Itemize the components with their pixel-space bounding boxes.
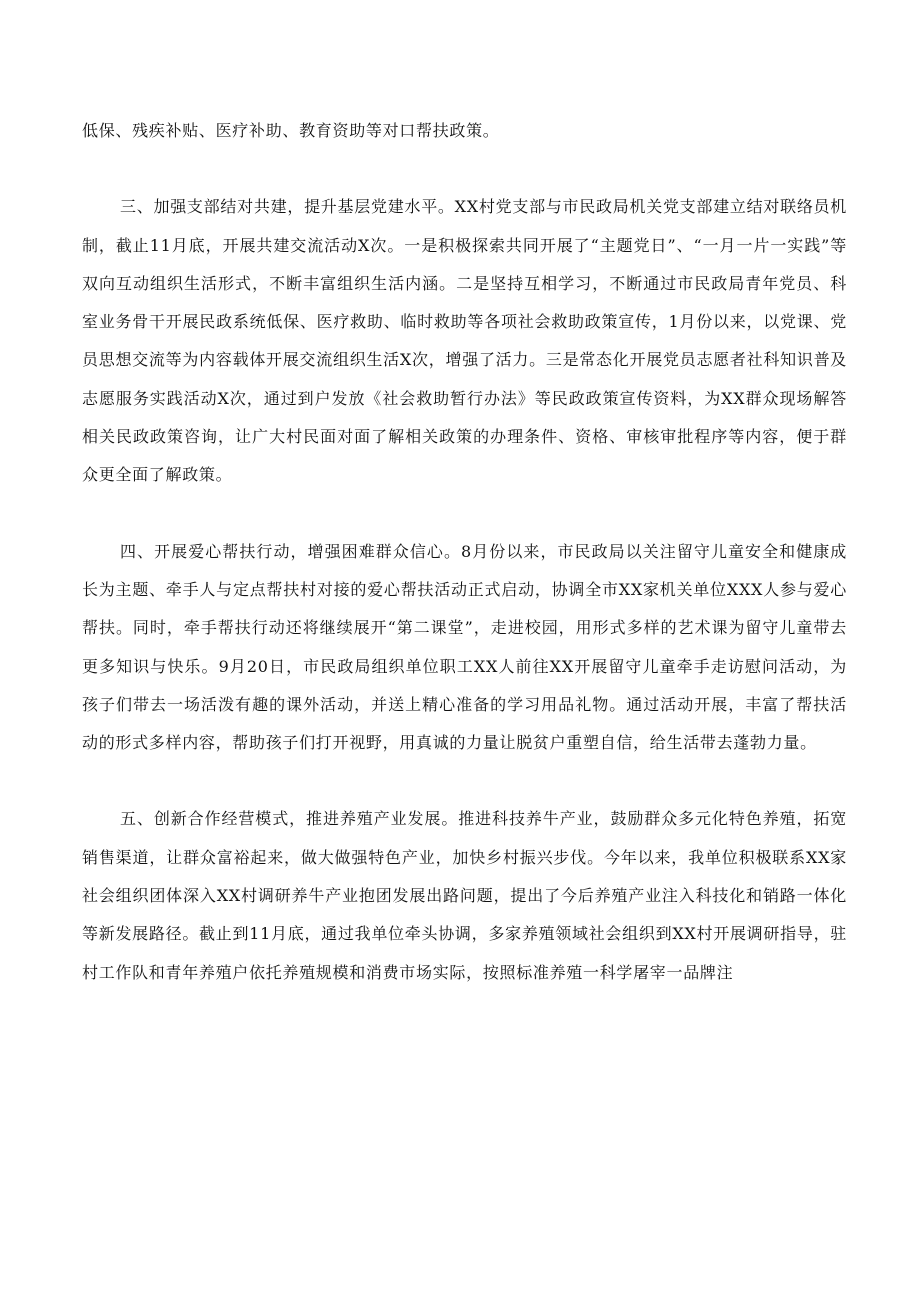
paragraph-spacer [82, 495, 847, 533]
paragraph-section-4: 四、开展爱心帮扶行动，增强困难群众信心。8月份以来，市民政局以关注留守儿童安全和健康成长为主题、牵手人与定点帮扶村对接的爱心帮扶活动正式启动，协调全市XX家机关单位XXX人参与爱心帮扶。同时，牵手帮扶行动还将继续展开“第二课堂”，走进校园，用形式多样的艺术课为留守儿童带去更多知识与快乐。9月20日，市民政局组织单位职工XX人前往XX开展留守儿童牵手走访慰问活动，为孩子们带去一场活泼有趣的课外活动，并送上精心准备的学习用品礼物。通过活动开展，丰富了帮扶活动的形式多样内容，帮助孩子们打开视野，用真诚的力量让脱贫户重塑自信，给生活带去蓬勃力量。 [82, 541, 847, 753]
paragraph-continuation: 低保、残疾补贴、医疗补助、教育资助等对口帮扶政策。 [82, 121, 500, 140]
paragraph-spacer [82, 762, 847, 800]
paragraph-section-5: 五、创新合作经营模式，推进养殖产业发展。推进科技养牛产业，鼓励群众多元化特色养殖，拓宽销售渠道，让群众富裕起来，做大做强特色产业，加快乡村振兴步伐。今年以来，我单位积极联系XX家社会组织团体深入XX村调研养牛产业抱团发展出路问题，提出了今后养殖产业注入科技化和销路一体化等新发展路径。截止到11月底，通过我单位牵头协调，多家养殖领域社会组织到XX村开展调研指导，驻村工作队和青年养殖户依托养殖规模和消费市场实际，按照标准养殖一科学屠宰一品牌注 [82, 809, 847, 982]
paragraph-section-3: 三、加强支部结对共建，提升基层党建水平。XX村党支部与市民政局机关党支部建立结对联络员机制，截止11月底，开展共建交流活动X次。一是积极探索共同开展了“主题党日”、“一月一片一实践”等双向互动组织生活形式，不断丰富组织生活内涵。二是坚持互相学习，不断通过市民政局青年党员、科室业务骨干开展民政系统低保、医疗救助、临时救助等各项社会救助政策宣传，1月份以来，以党课、党员思想交流等为内容载体开展交流组织生活X次，增强了活力。三是常态化开展党员志愿者社科知识普及志愿服务实践活动X次，通过到户发放《社会救助暂行办法》等民政政策宣传资料，为XX群众现场解答相关民政政策咨询，让广大村民面对面了解相关政策的办理条件、资格、审核审批程序等内容，便于群众更全面了解政策。 [82, 197, 847, 485]
paragraph-spacer [82, 150, 847, 188]
